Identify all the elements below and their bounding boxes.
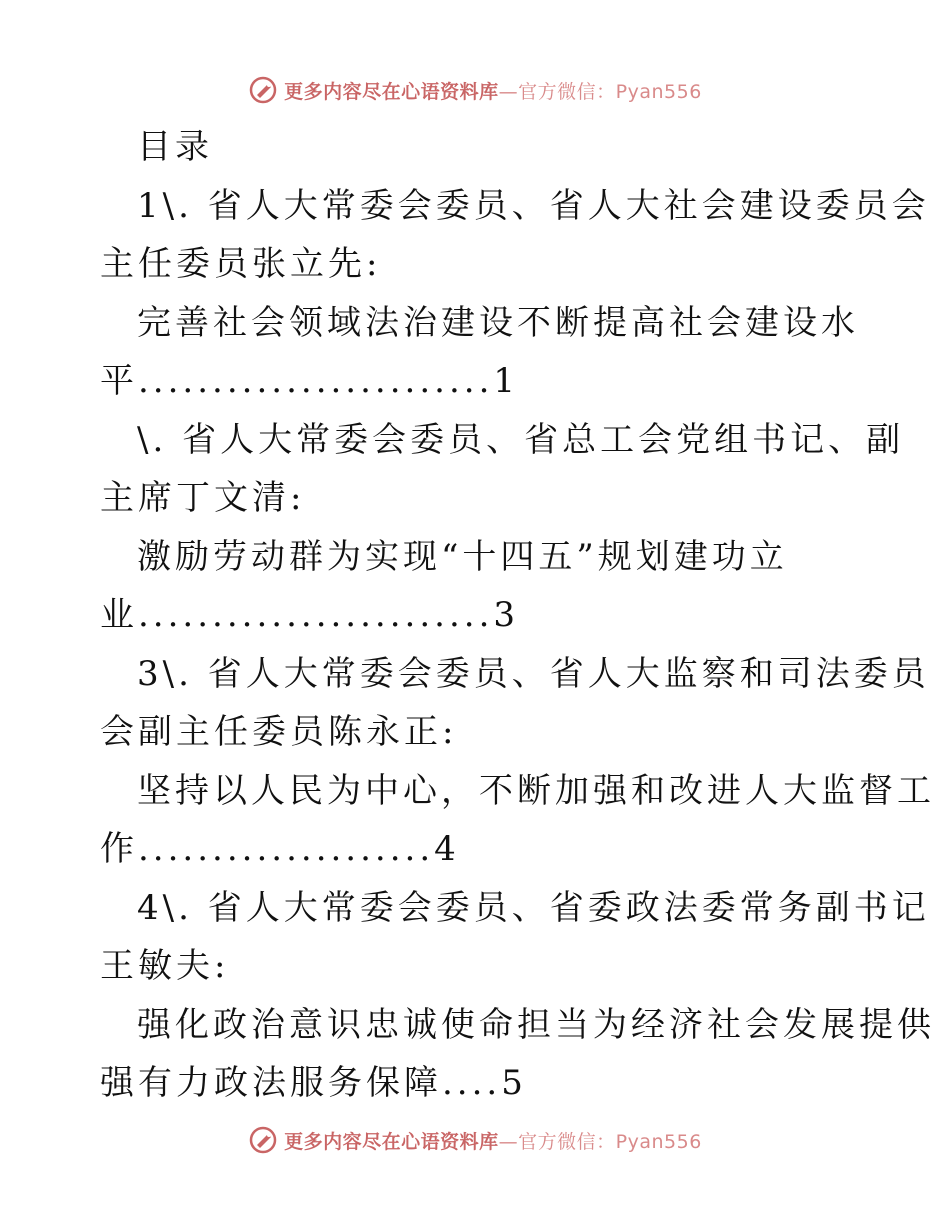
watermark-text: 更多内容尽在心语资料库—官方微信：Pyan556 — [284, 1130, 702, 1153]
toc-entry-1-heading-line-2: 主任委员张立先: — [100, 244, 382, 284]
toc-entry-4-subtitle-line-2: 强有力政法服务保障....5 — [100, 1063, 527, 1103]
toc-entry-3-heading-line-2: 会副主任委员陈永正: — [100, 712, 458, 752]
toc-entry-2-subtitle-line-1: 激励劳动群为实现“十四五”规划建功立 — [137, 536, 788, 577]
watermark-text: 更多内容尽在心语资料库—官方微信：Pyan556 — [284, 80, 702, 103]
toc-entry-3-subtitle-line-1: 坚持以人民为中心，不断加强和改进人大监督工 — [137, 770, 935, 811]
toc-entry-1-subtitle-line-1: 完善社会领域法治建设不断提高社会建设水 — [137, 302, 859, 343]
pen-nib-logo-icon — [248, 75, 278, 105]
toc-entry-3-heading-line-1: 3\. 省人大常委会委员、省人大监察和司法委员 — [137, 653, 930, 694]
toc-entry-1-heading-line-1: 1\. 省人大常委会委员、省人大社会建设委员会 — [137, 185, 930, 226]
table-of-contents — [100, 118, 935, 1113]
toc-entry-2-heading-line-1: \. 省人大常委会委员、省总工会党组书记、副 — [137, 419, 905, 460]
toc-entry-4-heading-line-1: 4\. 省人大常委会委员、省委政法委常务副书记 — [137, 887, 930, 928]
toc-entry-3-subtitle-line-2: 作....................4 — [100, 829, 460, 869]
toc-entry-4-heading-line-2: 王敏夫: — [100, 946, 230, 986]
toc-entry-1-subtitle-line-2: 平........................1 — [100, 361, 520, 401]
header-watermark-banner — [0, 70, 950, 110]
toc-title: 目录 — [137, 127, 213, 167]
toc-entry-2-subtitle-line-2: 业........................3 — [100, 595, 520, 635]
pen-nib-logo-icon — [248, 1125, 278, 1155]
toc-entry-2-heading-line-2: 主席丁文清: — [100, 478, 306, 518]
footer-watermark-banner — [0, 1120, 950, 1160]
toc-entry-4-subtitle-line-1: 强化政治意识忠诚使命担当为经济社会发展提供 — [137, 1004, 935, 1045]
